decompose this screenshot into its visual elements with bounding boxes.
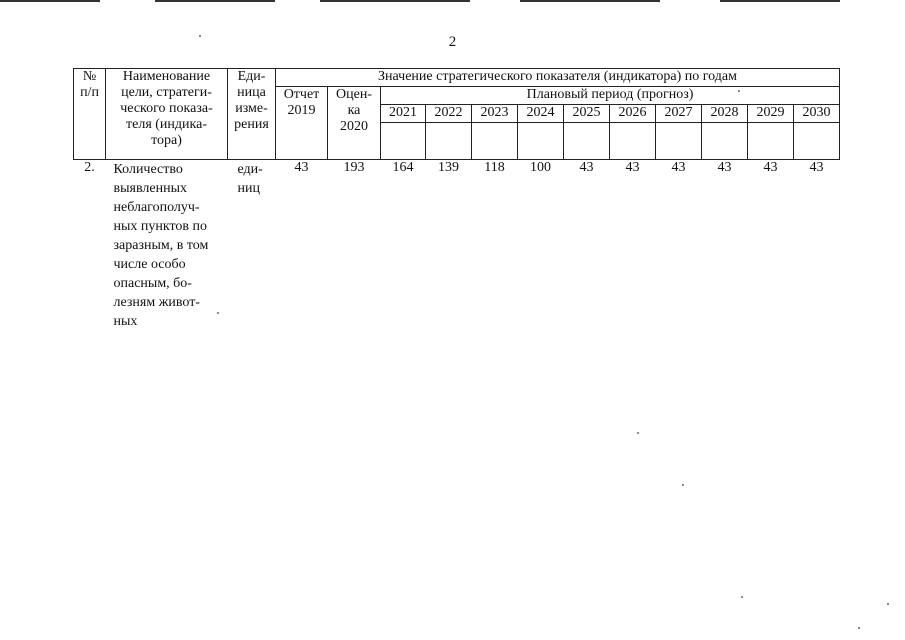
scan-speck bbox=[738, 90, 740, 92]
scan-speck bbox=[199, 35, 201, 37]
header-year: 2029 bbox=[748, 105, 794, 123]
row-estimate-2020: 193 bbox=[343, 160, 365, 175]
scan-edge-line bbox=[520, 0, 660, 2]
header-year-spacer bbox=[426, 123, 472, 160]
header-year-spacer bbox=[610, 123, 656, 160]
header-year-spacer bbox=[748, 123, 794, 160]
row-plan-value: 118 bbox=[484, 160, 505, 175]
header-year-spacer bbox=[381, 123, 426, 160]
page-number: 2 bbox=[448, 34, 457, 50]
row-plan-value: 43 bbox=[717, 160, 732, 175]
scan-speck bbox=[741, 596, 743, 598]
header-year: 2027 bbox=[656, 105, 702, 123]
header-year-spacer bbox=[794, 123, 840, 160]
indicator-table bbox=[73, 68, 840, 331]
row-plan-value: 43 bbox=[763, 160, 778, 175]
row-num: 2. bbox=[84, 160, 95, 175]
row-plan-value: 43 bbox=[625, 160, 640, 175]
header-year: 2026 bbox=[610, 105, 656, 123]
scan-edge-line bbox=[720, 0, 840, 2]
row-plan-value: 100 bbox=[530, 160, 551, 175]
header-year: 2024 bbox=[518, 105, 564, 123]
scan-edge-line bbox=[0, 0, 100, 2]
row-plan-value: 139 bbox=[438, 160, 459, 175]
header-year: 2023 bbox=[472, 105, 518, 123]
header-year-spacer bbox=[702, 123, 748, 160]
header-year: 2025 bbox=[564, 105, 610, 123]
header-year-spacer bbox=[518, 123, 564, 160]
row-plan-value: 43 bbox=[579, 160, 594, 175]
header-year: 2030 bbox=[794, 105, 840, 123]
header-year: 2021 bbox=[381, 105, 426, 123]
row-plan-value: 164 bbox=[392, 160, 414, 175]
row-unit: еди- ниц bbox=[237, 162, 263, 196]
row-plan-value: 43 bbox=[809, 160, 824, 175]
table-row bbox=[74, 160, 840, 332]
scan-speck bbox=[217, 312, 219, 314]
header-name: Наименование цели, стратеги- ческого показа- теля (индика- тора) bbox=[106, 69, 228, 160]
header-estimate-2020: Оцен- ка 2020 bbox=[328, 87, 381, 160]
row-plan-value: 43 bbox=[671, 160, 686, 175]
header-unit: Еди- ница изме- рения bbox=[228, 69, 276, 160]
scan-edge-line bbox=[155, 0, 275, 2]
header-values-title: Значение стратегического показателя (индикатора) по годам bbox=[276, 69, 840, 87]
header-report-2019: Отчет 2019 bbox=[276, 87, 328, 160]
header-year-spacer bbox=[656, 123, 702, 160]
header-num: № п/п bbox=[74, 69, 106, 160]
header-year-spacer bbox=[472, 123, 518, 160]
row-name: Количество выявленных неблагополуч- ных пунктов по заразным, в том числе особо опасным, бо- лезням живот- ных bbox=[113, 162, 209, 329]
header-year-spacer bbox=[564, 123, 610, 160]
scan-speck bbox=[858, 627, 860, 629]
header-year: 2022 bbox=[426, 105, 472, 123]
scan-speck bbox=[682, 484, 684, 486]
header-year: 2028 bbox=[702, 105, 748, 123]
header-plan-title: Плановый период (прогноз) bbox=[381, 87, 840, 105]
scan-speck bbox=[887, 603, 889, 605]
scan-edge-line bbox=[320, 0, 470, 2]
scan-speck bbox=[637, 432, 639, 434]
row-report-2019: 43 bbox=[294, 160, 309, 175]
